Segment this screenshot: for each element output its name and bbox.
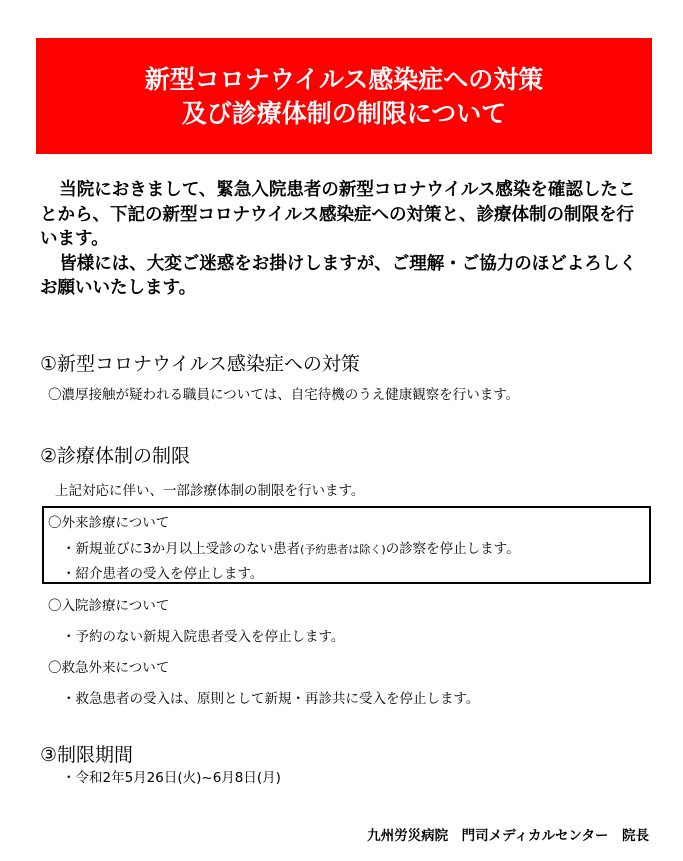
banner-title-line2: 及び診療体制の制限について — [181, 99, 507, 128]
outpatient-bullet-1-end: の診察を停止します。 — [385, 541, 520, 557]
intro-paragraph-1: 当院におきまして、緊急入院患者の新型コロナウイルス感染を確認したことから、下記の新型コロナウイルス感染症への対策と、診療体制の制限を行います。 — [40, 180, 636, 249]
section-1-title: ①新型コロナウイルス感染症への対策 — [40, 353, 360, 375]
emergency-bullet-1: ・救急患者の受入は、原則として新規・再診共に受入を停止します。 — [62, 691, 480, 707]
intro-paragraph-2: 皆様には、大変ご迷惑をお掛けしますが、ご理解・ご協力のほどよろしくお願いいたします。 — [40, 253, 637, 298]
emergency-heading: 〇救急外来について — [48, 660, 170, 676]
section-2-title: ②診療体制の制限 — [40, 445, 191, 467]
outpatient-bullet-2: ・紹介患者の受入を停止します。 — [62, 566, 264, 582]
section-1-item: 〇濃厚接触が疑われる職員については、自宅待機のうえ健康観察を行います。 — [48, 387, 520, 403]
notice-banner — [36, 38, 652, 154]
outpatient-bullet-1-main: ・新規並びに3か月以上受診のない患者 — [62, 541, 301, 557]
section-2-lead: 上記対応に伴い、一部診療体制の制限を行います。 — [55, 483, 365, 499]
restriction-period: ・令和2年5月26日(火)~6月8日(月) — [62, 770, 281, 786]
signature: 九州労災病院 門司メディカルセンター 院長 — [367, 828, 649, 844]
banner-title-line1: 新型コロナウイルス感染症への対策 — [144, 65, 544, 94]
outpatient-bullet-1 — [62, 537, 520, 557]
outpatient-heading: 〇外来診療について — [48, 515, 170, 531]
intro-text — [40, 178, 650, 301]
inpatient-bullet-1: ・予約のない新規入院患者受入を停止します。 — [62, 629, 345, 645]
outpatient-bullet-1-note: (予約患者は除く) — [300, 543, 386, 556]
section-3-title: ③制限期間 — [40, 744, 134, 766]
inpatient-heading: 〇入院診療について — [48, 598, 170, 614]
